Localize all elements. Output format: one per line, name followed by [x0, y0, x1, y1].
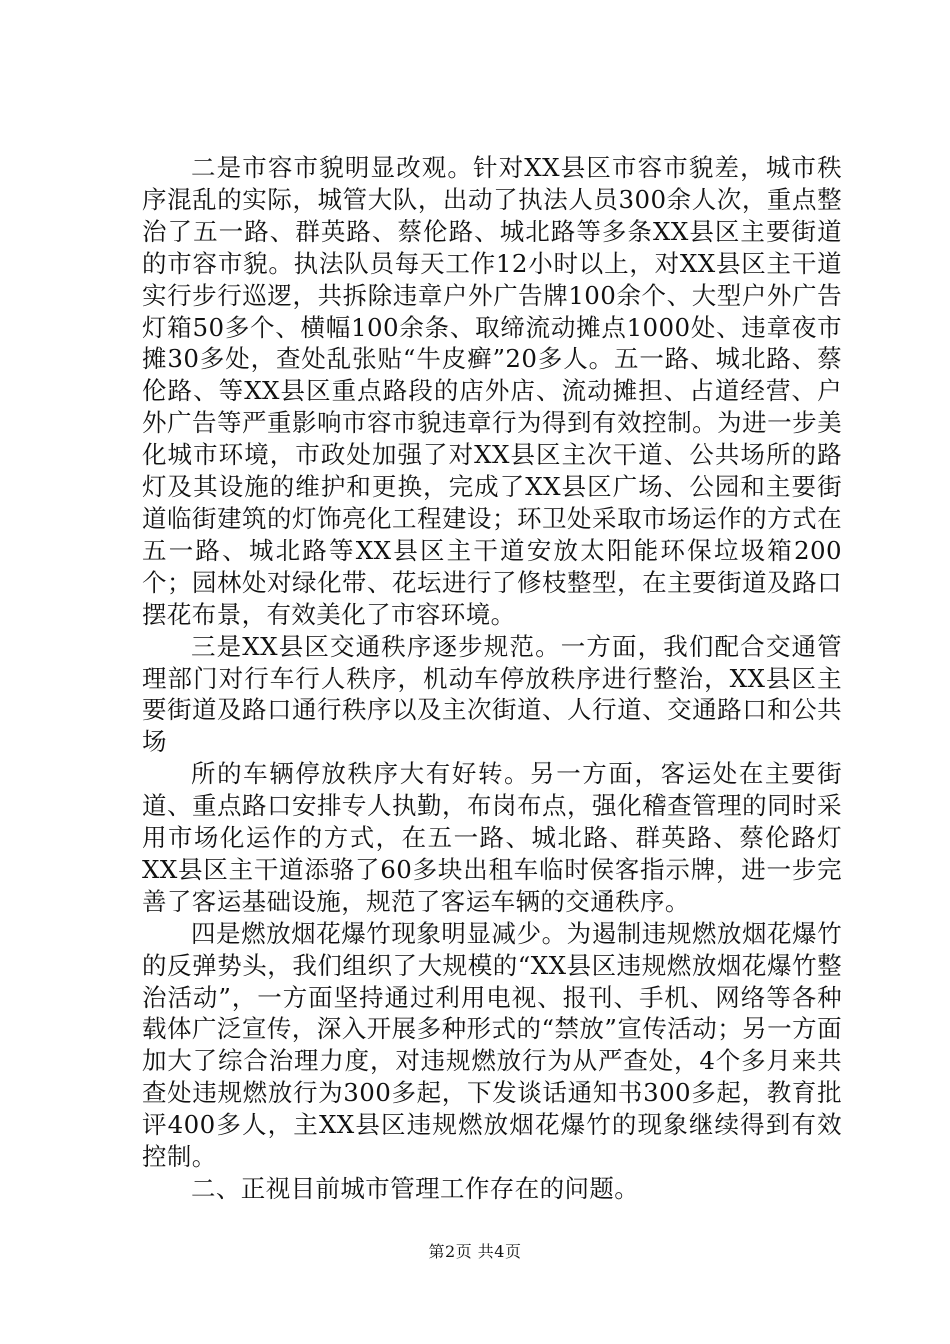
page-footer: 第2页 共4页: [428, 1242, 522, 1261]
paragraph-traffic-order: 三是XX县区交通秩序逐步规范。一方面，我们配合交通管理部门对行车行人秩序，机动车停放秩序进行整治，XX县区主要街道及路口通行秩序以及主次街道、人行道、交通路口和公共场: [142, 631, 842, 757]
paragraph-traffic-order-continued: 所的车辆停放秩序大有好转。另一方面，客运处在主要街道、重点路口安排专人执勤，布岗布点，强化稽查管理的同时采用市场化运作的方式，在五一路、城北路、群英路、蔡伦路灯XX县区主干道添骆了60多块出租车临时侯客指示牌，进一步完善了客运基础设施，规范了客运车辆的交通秩序。: [142, 759, 842, 916]
paragraph-fireworks: 四是燃放烟花爆竹现象明显减少。为遏制违规燃放烟花爆竹的反弹势头，我们组织了大规模的“XX县区违规燃放烟花爆竹整治活动”，一方面坚持通过利用电视、报刊、手机、网络等各种载体广泛宣传，深入开展多种形式的“禁放”宣传活动；另一方面加大了综合治理力度，对违规燃放行为从严查处，4个多月来共查处违规燃放行为300多起，下发谈话通知书300多起，教育批评400多人，主XX县区违规燃放烟花爆竹的现象继续得到有效控制。: [142, 918, 842, 1172]
paragraph-city-appearance: 二是市容市貌明显改观。针对XX县区市容市貌差，城市秩序混乱的实际，城管大队，出动了执法人员300余人次，重点整治了五一路、群英路、蔡伦路、城北路等多条XX县区主要街道的市容市貌。执法队员每天工作12小时以上，对XX县区主干道实行步行巡逻，共拆除违章户外广告牌100余个、大型户外广告灯箱50多个、横幅100余条、取缔流动摊点1000处、违章夜市摊30多处，查处乱张贴“牛皮癣”20多人。五一路、城北路、蔡伦路、等XX县区重点路段的店外店、流动摊担、占道经营、户外广告等严重影响市容市貌违章行为得到有效控制。为进一步美化城市环境，市政处加强了对XX县区主次干道、公共场所的路灯及其设施的维护和更换，完成了XX县区广场、公园和主要街道临街建筑的灯饰亮化工程建设；环卫处采取市场运作的方式在五一路、城北路等XX县区主干道安放太阳能环保垃圾箱200个；园林处对绿化带、花坛进行了修枝整型，在主要街道及路口摆花布景，有效美化了市容环境。: [142, 153, 842, 629]
document-body: [142, 152, 842, 1205]
section-heading-problems: 二、正视目前城市管理工作存在的问题。: [191, 1174, 640, 1203]
